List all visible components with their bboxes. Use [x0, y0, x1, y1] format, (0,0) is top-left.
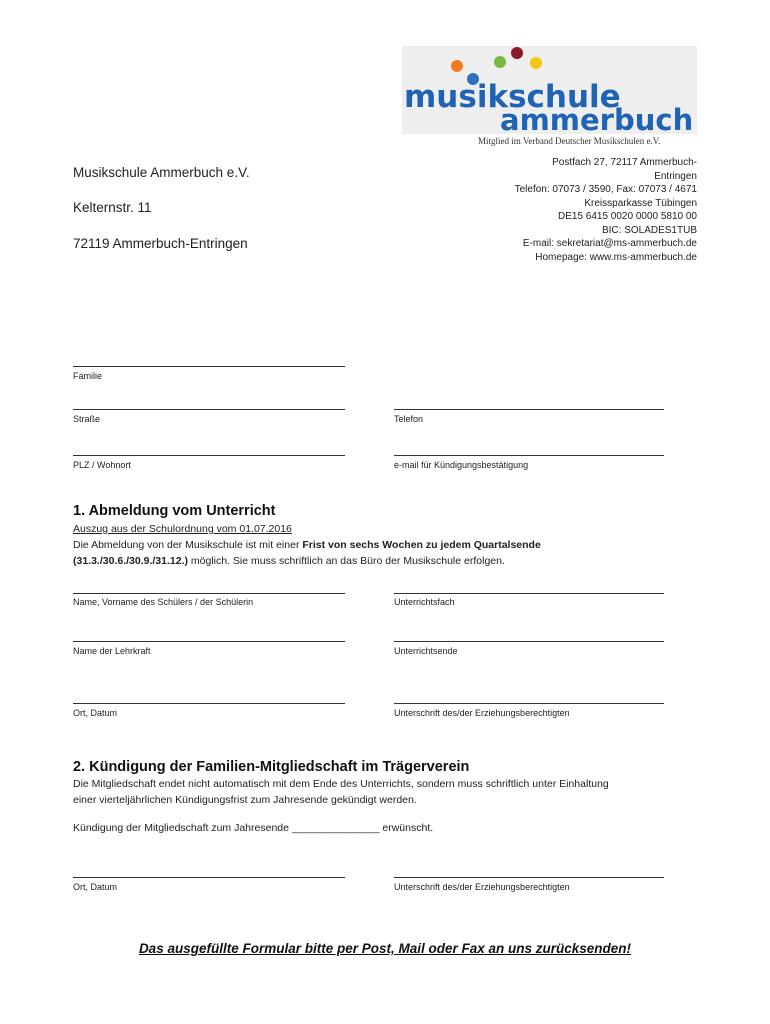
unterschrift-2-label: Unterschrift des/der Erziehungsberechtigten — [394, 882, 570, 892]
strasse-label: Straße — [73, 414, 101, 424]
contact-iban: DE15 6415 0020 0000 5810 00 — [557, 211, 697, 222]
unterrichtsende-label: Unterrichtsende — [394, 646, 458, 656]
section1-text-a: Die Abmeldung von der Musikschule ist mit einer — [73, 539, 303, 551]
contact-telefon: Telefon: 07073 / 3590, Fax: 07073 / 4671 — [514, 184, 697, 195]
familie-label: Familie — [73, 371, 103, 381]
section1-text — [73, 537, 703, 569]
unterrichtsfach-input-line[interactable] — [394, 593, 664, 594]
plz-input-line[interactable] — [73, 455, 345, 456]
plz-label: PLZ / Wohnort — [73, 460, 131, 470]
logo-dot-yellow — [530, 57, 542, 69]
schueler-name-label: Name, Vorname des Schülers / der Schülerin — [73, 597, 254, 607]
strasse-input-line[interactable] — [73, 409, 345, 410]
logo-tagline: Mitglied im Verband Deutscher Musikschulen e.V. — [478, 136, 661, 146]
logo-dot-orange — [451, 60, 463, 72]
unterrichtsfach-label: Unterrichtsfach — [394, 597, 455, 607]
logo-text-line1: musikschule — [404, 79, 621, 115]
logo-text-line2: ammerbuch — [500, 103, 694, 137]
contact-bank: Kreissparkasse Tübingen — [584, 197, 697, 209]
school-street: Kelternstr. 11 — [73, 200, 152, 215]
contact-email: E-mail: sekretariat@ms-ammerbuch.de — [522, 238, 697, 249]
contact-postfach-2: Entringen — [654, 170, 697, 182]
unterschrift-1-input-line[interactable] — [394, 703, 664, 704]
telefon-label: Telefon — [394, 414, 424, 424]
email-label: e-mail für Kündigungsbestätigung — [394, 460, 529, 470]
unterschrift-2-input-line[interactable] — [394, 877, 664, 878]
contact-homepage: Homepage: www.ms-ammerbuch.de — [535, 251, 697, 263]
logo-dot-green — [494, 56, 506, 68]
section1-text-bold2: (31.3./30.6./30.9./31.12.) — [73, 555, 188, 567]
contact-block — [487, 156, 697, 264]
section2-text-2: einer vierteljährlichen Kündigungsfrist zum Jahresende gekündigt werden. — [73, 794, 417, 806]
footer-instruction: Das ausgefüllte Formular bitte per Post, Mail oder Fax an uns zurücksenden! — [138, 941, 632, 956]
kuendigung-line: Kündigung der Mitgliedschaft zum Jahresende _______________ erwünscht. — [73, 822, 434, 834]
section2-text-1: Die Mitgliedschaft endet nicht automatisch mit dem Ende des Unterrichts, sondern muss schriftlich unter Einhaltung — [73, 778, 609, 790]
section1-subtitle: Auszug aus der Schulordnung vom 01.07.2016 — [73, 523, 292, 535]
lehrkraft-input-line[interactable] — [73, 641, 345, 642]
logo-dot-darkred — [511, 47, 523, 59]
school-name: Musikschule Ammerbuch e.V. — [73, 165, 250, 180]
lehrkraft-label: Name der Lehrkraft — [73, 646, 151, 656]
school-city: 72119 Ammerbuch-Entringen — [73, 236, 248, 251]
ort-datum-2-label: Ort, Datum — [73, 882, 118, 892]
telefon-input-line[interactable] — [394, 409, 664, 410]
unterschrift-1-label: Unterschrift des/der Erziehungsberechtigten — [394, 708, 570, 718]
ort-datum-1-input-line[interactable] — [73, 703, 345, 704]
ort-datum-1-label: Ort, Datum — [73, 708, 118, 718]
contact-postfach-1: Postfach 27, 72117 Ammerbuch- — [552, 157, 697, 168]
contact-bic: BIC: SOLADES1TUB — [601, 224, 697, 236]
unterrichtsende-input-line[interactable] — [394, 641, 664, 642]
schueler-name-input-line[interactable] — [73, 593, 345, 594]
section1-title: 1. Abmeldung vom Unterricht — [73, 503, 276, 519]
section1-text-b: möglich. Sie muss schriftlich an das Büro der Musikschule erfolgen. — [188, 555, 505, 567]
section1-text-bold1: Frist von sechs Wochen zu jedem Quartalsende — [302, 539, 541, 551]
familie-input-line[interactable] — [73, 366, 345, 367]
section2-title: 2. Kündigung der Familien-Mitgliedschaft im Trägerverein — [73, 759, 470, 775]
email-input-line[interactable] — [394, 455, 664, 456]
ort-datum-2-input-line[interactable] — [73, 877, 345, 878]
